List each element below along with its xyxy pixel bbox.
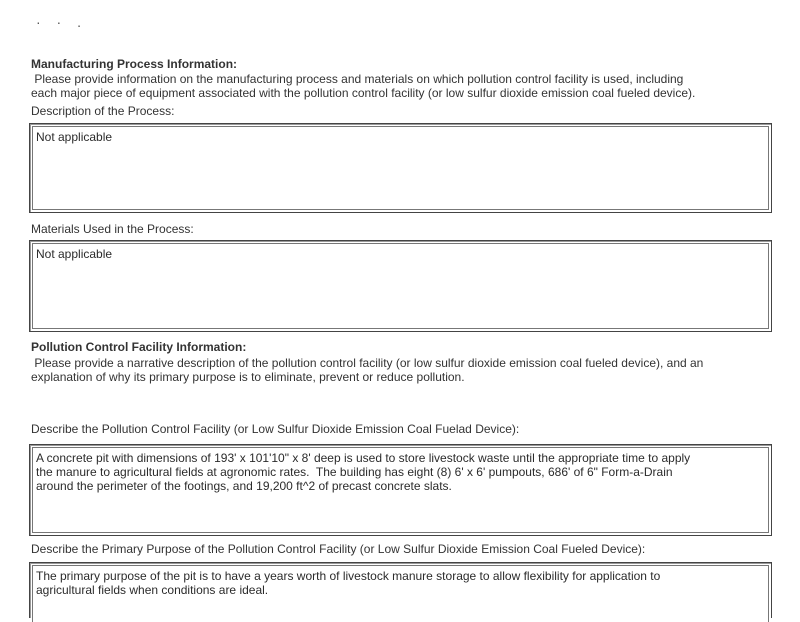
manufacturing-instructions-line1: Please provide information on the manufacturing process and materials on which pollution control facility is used, including xyxy=(31,72,684,86)
facility-description-field[interactable] xyxy=(29,444,772,536)
primary-purpose-text xyxy=(36,569,761,597)
materials-value: Not applicable xyxy=(36,247,113,261)
materials-label: Materials Used in the Process: xyxy=(31,222,194,236)
pollution-control-instructions-line2: explanation of why its primary purpose is to eliminate, prevent or reduce pollution. xyxy=(31,370,465,384)
facility-description-line3: around the perimeter of the footings, and 19,200 ft^2 of precast concrete slats. xyxy=(36,479,452,493)
primary-purpose-field[interactable] xyxy=(29,562,772,618)
primary-purpose-line1: The primary purpose of the pit is to have a years worth of livestock manure storage to allow flexibility for application to xyxy=(36,569,661,583)
facility-description-label: Describe the Pollution Control Facility (or Low Sulfur Dioxide Emission Coal Fuelad Device): xyxy=(31,422,520,436)
manufacturing-heading: Manufacturing Process Information: xyxy=(31,57,238,71)
pollution-control-heading: Pollution Control Facility Information: xyxy=(31,340,247,354)
pollution-control-instructions xyxy=(31,356,791,384)
scan-marks: · · . xyxy=(36,14,87,30)
manufacturing-instructions-line2: each major piece of equipment associated with the pollution control facility (or low sulfur dioxide emission coal fueled device). xyxy=(31,86,696,100)
facility-description-text xyxy=(36,451,761,493)
pollution-control-instructions-line1: Please provide a narrative description of the pollution control facility (or low sulfur dioxide emission coal fueled device), and an xyxy=(31,356,704,370)
facility-description-line2: the manure to agricultural fields at agronomic rates. The building has eight (8) 6' x 6' pumpouts, 686' of 6" Form-a-Drain xyxy=(36,465,673,479)
primary-purpose-line2: agricultural fields when conditions are ideal. xyxy=(36,583,269,597)
process-description-field[interactable] xyxy=(29,123,772,213)
facility-description-line1: A concrete pit with dimensions of 193' x 101'10" x 8' deep is used to store livestock waste until the appropriate time to apply xyxy=(36,451,691,465)
process-description-label: Description of the Process: xyxy=(31,104,175,118)
process-description-value: Not applicable xyxy=(36,130,113,144)
manufacturing-instructions xyxy=(31,72,791,100)
primary-purpose-label: Describe the Primary Purpose of the Pollution Control Facility (or Low Sulfur Dioxide Emission Coal Fueled Device): xyxy=(31,542,646,556)
materials-field[interactable] xyxy=(29,240,772,332)
